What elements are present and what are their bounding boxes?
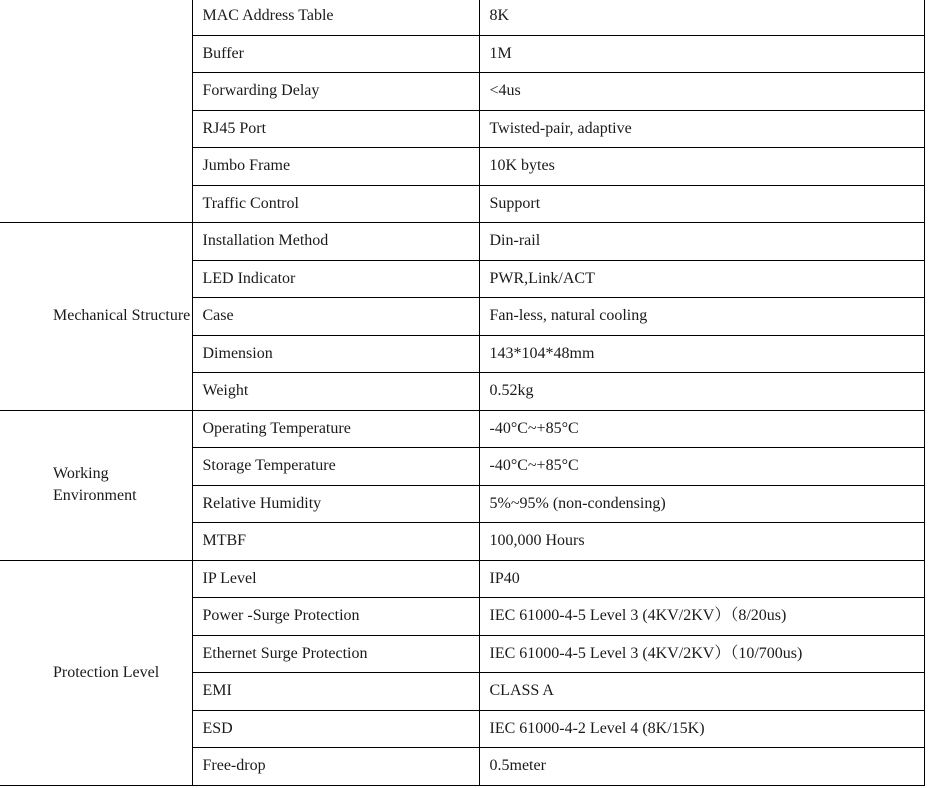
value-cell: <4us	[479, 73, 924, 111]
parameter-cell: Traffic Control	[192, 185, 479, 223]
parameter-cell: MTBF	[192, 523, 479, 561]
parameter-cell: Storage Temperature	[192, 448, 479, 486]
parameter-cell: Buffer	[192, 35, 479, 73]
parameter-cell: Forwarding Delay	[192, 73, 479, 111]
value-cell: 10K bytes	[479, 148, 924, 186]
parameter-cell: EMI	[192, 673, 479, 711]
value-cell: 0.52kg	[479, 373, 924, 411]
parameter-cell: Relative Humidity	[192, 485, 479, 523]
value-cell: CLASS A	[479, 673, 924, 711]
parameter-cell: RJ45 Port	[192, 110, 479, 148]
parameter-cell: Power -Surge Protection	[192, 598, 479, 636]
value-cell: Din-rail	[479, 223, 924, 261]
value-cell: IEC 61000-4-5 Level 3 (4KV/2KV）（10/700us)	[479, 635, 924, 673]
value-cell: Support	[479, 185, 924, 223]
table-row	[0, 560, 924, 598]
category-cell	[0, 0, 192, 223]
value-cell: -40°C~+85°C	[479, 448, 924, 486]
value-cell: IEC 61000-4-5 Level 3 (4KV/2KV）（8/20us)	[479, 598, 924, 636]
parameter-cell: LED Indicator	[192, 260, 479, 298]
parameter-cell: Dimension	[192, 335, 479, 373]
category-cell: Protection Level	[0, 560, 192, 785]
parameter-cell: Ethernet Surge Protection	[192, 635, 479, 673]
table-row	[0, 223, 924, 261]
parameter-cell: Operating Temperature	[192, 410, 479, 448]
parameter-cell: Installation Method	[192, 223, 479, 261]
value-cell: IP40	[479, 560, 924, 598]
parameter-cell: IP Level	[192, 560, 479, 598]
parameter-cell: ESD	[192, 710, 479, 748]
parameter-cell: Jumbo Frame	[192, 148, 479, 186]
value-cell: 0.5meter	[479, 748, 924, 786]
value-cell: IEC 61000-4-2 Level 4 (8K/15K)	[479, 710, 924, 748]
parameter-cell: Case	[192, 298, 479, 336]
value-cell: PWR,Link/ACT	[479, 260, 924, 298]
parameter-cell: Free-drop	[192, 748, 479, 786]
value-cell: Twisted-pair, adaptive	[479, 110, 924, 148]
value-cell: Fan-less, natural cooling	[479, 298, 924, 336]
value-cell: 5%~95% (non-condensing)	[479, 485, 924, 523]
parameter-cell: MAC Address Table	[192, 0, 479, 35]
value-cell: 143*104*48mm	[479, 335, 924, 373]
value-cell: 100,000 Hours	[479, 523, 924, 561]
value-cell: -40°C~+85°C	[479, 410, 924, 448]
table-row	[0, 410, 924, 448]
category-cell: Mechanical Structure	[0, 223, 192, 411]
table-row	[0, 0, 924, 35]
value-cell: 1M	[479, 35, 924, 73]
parameter-cell: Weight	[192, 373, 479, 411]
value-cell: 8K	[479, 0, 924, 35]
category-cell: Working Environment	[0, 410, 192, 560]
